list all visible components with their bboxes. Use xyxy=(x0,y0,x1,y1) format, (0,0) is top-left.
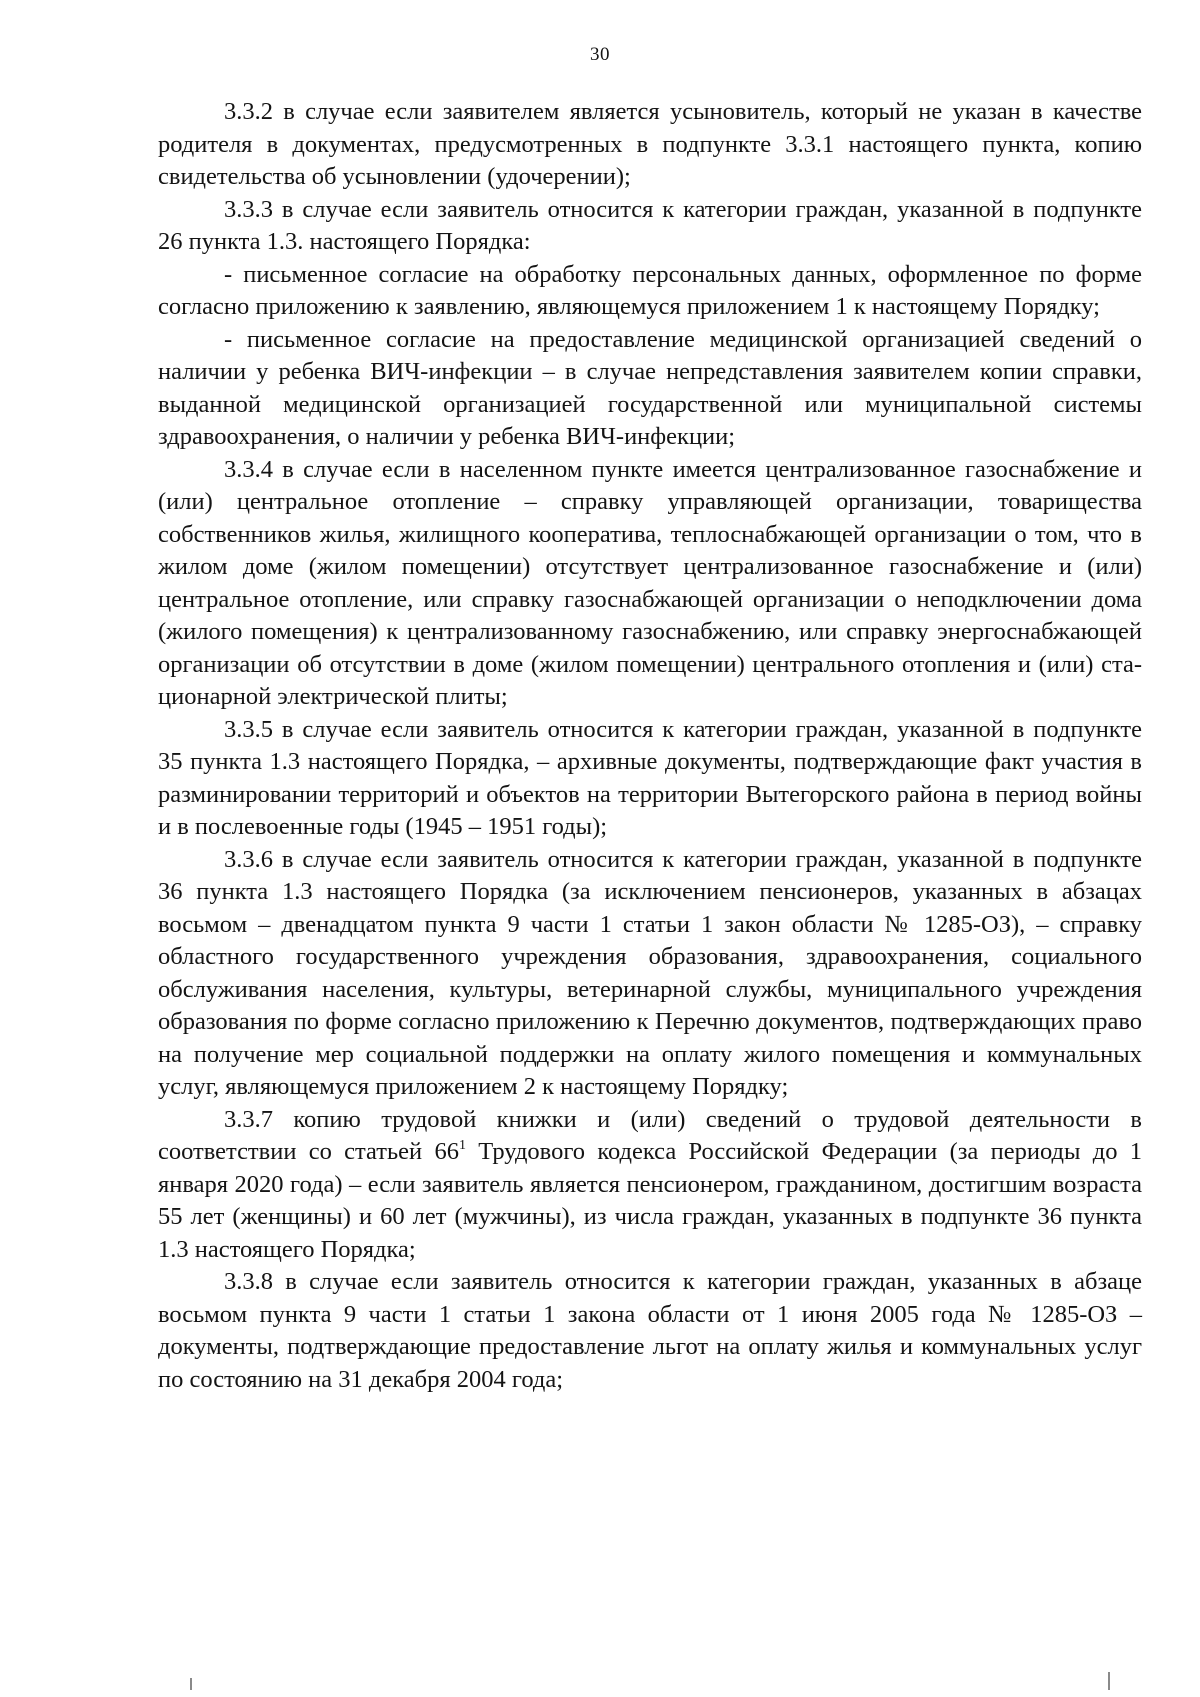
paragraph-3-3-7 xyxy=(158,1104,1142,1267)
paragraph-3-3-3: 3.3.3 в случае если заявитель относится к категории граждан, указанной в подпункте 26 пункта 1.3. настоящего Порядка: xyxy=(158,195,1142,255)
paragraph-3-3-8: 3.3.8 в случае если заявитель относится к категории граждан, указанных в абзаце восьмом пункта 9 части 1 статьи 1 закона области от 1 июня 2005 года № 1285-ОЗ – документы, подтверждающие предоставление льгот на оплату жилья и коммунальных услуг по состоянию на 31 декабря 2004 года; xyxy=(158,1268,1142,1393)
page-number: 30 xyxy=(590,44,610,65)
paragraph-3-3-7-text-end: Трудового кодекса Российской Федерации (за периоды до 1 января 2020 года) – если заявитель является пенсионером, гражданином, достигшим возраста 55 лет (женщины) и 60 лет (мужчины), из числа граждан, указанных в подпункте 36 пункта 1.3 настоящего Порядка; xyxy=(158,1138,1143,1263)
footnote-marker: 1 xyxy=(458,1138,466,1153)
paragraph-3-3-6: 3.3.6 в случае если заявитель относится к категории граждан, указанной в подпункте 36 пункта 1.3 настоящего Порядка (за исключением пенсионеров, указанных в абзацах восьмом – двенадцатом пункта 9 части 1 статьи 1 закон области № 1285-ОЗ), – справку областного государственного учреждения образования, здравоохранения, социального обслуживания населения, культуры, ветеринарной службы, муниципального учреждения образования по форме согласно приложению к Перечню документов, подтверждающих право на получение мер социальной поддержки на оплату жилого помещения и коммунальных услуг, являющемуся приложением 2 к настоящему Порядку; xyxy=(158,845,1142,1100)
list-item-consent-medical-info: - письменное согласие на предоставление медицинской организацией сведений о наличии у ребенка ВИЧ-инфекции – в случае непредставления заявителем копии справки, выданной медицинской организацией государственной или муниципальной системы здравоохранения, о наличии у ребенка ВИЧ-инфекции; xyxy=(158,325,1142,450)
paragraph-3-3-2: 3.3.2 в случае если заявителем является усыновитель, который не указан в качестве родителя в документах, предусмотренных в подпункте 3.3.1 настоящего пункта, копию свидетельства об усыновлении (удочерении); xyxy=(158,98,1142,190)
document-body xyxy=(158,96,1142,1396)
paragraph-3-3-5: 3.3.5 в случае если заявитель относится к категории граждан, указанной в подпункте 35 пункта 1.3 настоящего Порядка, – архивные документы, подтверждающие факт участия в разминировании территорий и объектов на территории Вытегорского района в период войны и в послевоенные годы (1945 – 1951 годы); xyxy=(158,715,1142,840)
paragraph-3-3-4: 3.3.4 в случае если в населенном пункте имеется централизованное газоснабжение и (или) центральное отопление – справку управляющей организации, товарищества собственников жилья, жилищного кооператива, теплоснабжающей организации о том, что в жилом доме (жилом помещении) отсутствует централизованное газоснабжение и (или) центральное отопление, или справку газоснабжающей организации о неподключении дома (жилого помещения) к централизованному газоснабжению, или справку энергоснабжающей организации об отсутствии в доме (жилом помещении) центрального отопления и (или) стационарной электрической плиты; xyxy=(158,455,1142,710)
list-item-consent-personal-data: - письменное согласие на обработку персональных данных, оформленное по форме согласно приложению к заявлению, являющемуся приложением 1 к настоящему Порядку; xyxy=(158,260,1142,320)
scan-artifact xyxy=(1108,1672,1110,1690)
paragraph-3-3-7-text-start: 3.3.7 копию трудовой книжки и (или) сведений о трудовой деятельности в соответствии со статьей 66 xyxy=(158,1105,1142,1165)
scan-artifact xyxy=(190,1678,192,1690)
